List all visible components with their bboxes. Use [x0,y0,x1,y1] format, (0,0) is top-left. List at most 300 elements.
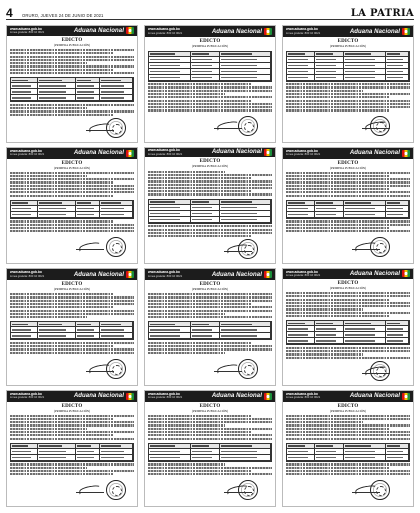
text-line [10,345,114,347]
band-url: www.aduana.gob.bo [286,27,318,32]
notice-table [148,199,272,224]
band-url: www.aduana.gob.bo [10,26,42,31]
text-line [148,93,225,95]
table-cell [100,95,133,101]
text-line [10,62,87,64]
table-cell [149,333,191,339]
notice-table [286,320,410,345]
band-brand: Aduana Nacional [349,270,400,277]
text-line [10,59,134,61]
notice-title: EDICTO [337,280,359,286]
text-line [148,103,272,105]
text-line [286,308,363,310]
text-line [286,353,363,355]
table-cell [149,455,191,461]
text-line [148,174,272,176]
text-line [10,56,134,58]
text-line [286,195,410,197]
table-cell [191,333,220,339]
notice-table [10,200,134,219]
text-line [286,347,410,349]
signature-icon [76,485,104,493]
text-line [10,467,87,469]
notice-subtitle: (PRIMERA PUBLICACIÓN) [191,44,229,48]
signature-block [148,479,272,503]
official-seal-icon [106,480,126,500]
text-line [148,225,272,227]
table-cell [315,455,343,461]
text-line [10,220,114,222]
text-line [286,103,410,105]
text-line [10,342,134,344]
table-cell [344,455,387,461]
text-line [10,428,87,430]
text-line [10,172,134,174]
signature-block [286,236,410,260]
signature-icon [76,242,104,250]
text-line [148,348,272,350]
text-line [10,188,134,190]
table-cell [220,75,271,81]
band-brand: Aduana Nacional [349,28,400,35]
notice-body-text [286,347,410,360]
band-hotline: Línea gratuita: 800 10 0021 [148,273,183,278]
band-url: www.aduana.gob.bo [148,270,180,275]
text-line [10,104,134,106]
band-hotline: Línea gratuita: 800 10 0021 [286,152,321,157]
edict-notice [6,147,138,265]
notice-body-text [286,220,410,233]
text-line [286,305,410,307]
text-line [148,83,252,85]
text-line [148,470,252,472]
band-url: www.aduana.gob.bo [10,148,42,153]
table-cell [11,95,38,101]
signature-icon [224,485,252,493]
band-url: www.aduana.gob.bo [148,148,180,153]
notice-body-text [286,83,410,113]
notice-table [10,443,134,462]
text-line [10,107,87,109]
notice-band [145,269,275,280]
text-line [286,188,390,190]
text-line [286,230,410,232]
text-line [148,296,272,298]
band-url: www.aduana.gob.bo [286,391,318,396]
table-cell [386,338,409,344]
table-cell [76,212,100,218]
signature-icon [352,242,380,250]
text-line [148,303,252,305]
notice-body-text [10,220,134,233]
text-line [10,300,134,302]
text-line [286,473,410,475]
band-hotline: Línea gratuita: 800 10 0021 [148,151,183,156]
edict-notice [144,25,276,143]
text-line [286,315,390,317]
table-cell [287,75,315,81]
text-line [286,96,390,98]
notice-body-text [148,171,272,197]
text-line [286,90,363,92]
text-line [286,86,410,88]
text-line [148,345,272,347]
table-cell [38,333,76,339]
dateline: ORURO, JUEVES 24 DE JUNIO DE 2021 [22,13,104,18]
notice-table [148,443,272,462]
notice-body-text [148,83,272,113]
notices-grid [6,25,414,507]
text-line [286,181,410,183]
text-line [148,86,272,88]
text-line [10,175,87,177]
text-line [10,191,134,193]
table-cell [38,95,76,101]
text-line [148,352,225,354]
table-cell [11,212,38,218]
notice-band [145,148,275,158]
text-line [286,438,410,440]
band-hotline: Línea gratuita: 800 10 0021 [148,395,183,400]
notice-table [286,443,410,462]
band-url: www.aduana.gob.bo [148,27,180,32]
band-brand: Aduana Nacional [73,150,124,156]
text-line [286,421,363,423]
table-cell [315,338,343,344]
notice-title: EDICTO [61,282,83,287]
band-brand: Aduana Nacional [211,149,262,156]
text-line [286,302,410,304]
text-line [286,424,410,426]
text-line [10,178,134,180]
signature-block [148,238,272,260]
notice-subtitle: (PRIMERA PUBLICACIÓN) [329,44,367,48]
text-line [10,316,87,318]
signature-block [10,236,134,260]
notice-body-text [10,49,134,75]
notice-body-text [148,225,272,238]
band-brand: Aduana Nacional [211,28,262,35]
text-line [148,463,225,465]
notice-title: EDICTO [337,160,359,166]
text-line [286,312,410,314]
text-line [10,306,114,308]
text-line [148,293,272,295]
edict-notice [144,268,276,386]
text-line [148,100,252,102]
newspaper-name: LA PATRIA [350,8,414,19]
text-line [286,191,410,193]
text-line [286,350,410,352]
notice-band [283,391,413,402]
customs-emblem-icon [402,393,410,400]
customs-emblem-icon [126,150,134,157]
notice-subtitle: (PRIMERA PUBLICACIÓN) [191,164,229,169]
band-brand: Aduana Nacional [349,150,400,156]
table-cell [386,75,409,81]
band-hotline: Línea gratuita: 800 10 0021 [148,30,183,35]
notice-subtitle: (PRIMERA PUBLICACIÓN) [329,165,367,170]
text-line [148,171,225,173]
text-line [10,195,114,197]
page-number: 4 [6,6,13,20]
text-line [286,106,410,108]
text-line [148,418,272,420]
text-line [148,424,225,426]
text-line [286,463,410,465]
notice-title: EDICTO [337,39,359,44]
band-hotline: Línea gratuita: 800 10 0021 [286,30,321,35]
text-line [10,421,134,423]
text-line [148,190,252,192]
notice-band [145,391,275,402]
notice-subtitle: (PRIMERA PUBLICACIÓN) [53,165,91,170]
edict-notice [6,25,138,143]
text-line [286,224,410,226]
text-line [10,352,134,354]
signature-block [10,479,134,503]
text-line [148,300,272,302]
text-line [148,313,225,315]
band-url: www.aduana.gob.bo [148,391,180,396]
band-brand: Aduana Nacional [73,393,124,399]
table-cell [191,455,220,461]
band-brand: Aduana Nacional [211,393,262,399]
edict-notice [282,147,414,265]
band-hotline: Línea gratuita: 800 10 0021 [10,30,45,35]
notice-title: EDICTO [61,160,83,166]
customs-emblem-icon [264,149,272,156]
text-line [10,224,134,226]
table-cell [191,217,220,223]
text-line [286,292,410,294]
text-line [148,193,272,195]
table-cell [315,75,343,81]
text-line [10,348,134,350]
notice-table [148,51,272,82]
text-line [10,431,134,433]
band-hotline: Línea gratuita: 800 10 0021 [10,395,45,400]
notice-band [145,26,275,37]
band-url: www.aduana.gob.bo [286,269,318,274]
notice-body-text [286,415,410,441]
table-cell [11,333,38,339]
signature-icon [362,366,390,374]
notice-band [283,148,413,159]
customs-emblem-icon [264,393,272,400]
text-line [10,181,114,183]
text-line [148,431,252,433]
text-line [286,467,390,469]
table-cell [149,217,191,223]
customs-emblem-icon [264,28,272,35]
text-line [148,415,252,417]
table-cell [149,75,191,81]
table-cell [386,212,409,218]
text-line [286,227,390,229]
text-line [286,100,410,102]
band-brand: Aduana Nacional [211,271,262,278]
table-cell [220,217,271,223]
text-line [148,232,272,234]
customs-emblem-icon [264,271,272,278]
text-line [10,110,134,112]
text-line [10,52,114,54]
notice-table [286,200,410,219]
signature-icon [214,121,242,129]
notice-body-text [148,293,272,319]
text-line [10,230,134,232]
text-line [148,109,272,111]
notice-band [283,269,413,279]
text-line [286,415,410,417]
text-line [148,180,272,182]
text-line [10,313,134,315]
customs-emblem-icon [402,270,410,277]
notice-title: EDICTO [199,282,221,287]
edict-notice [6,268,138,386]
signature-block [286,115,410,139]
table-cell [191,75,220,81]
text-line [10,438,134,440]
notice-table [10,77,134,102]
text-line [10,296,134,298]
notice-body-text [10,415,134,441]
edict-notice [282,25,414,143]
notice-body-text [148,463,272,476]
text-line [286,83,410,85]
masthead [6,6,414,20]
notice-subtitle: (PRIMERA PUBLICACIÓN) [329,408,367,413]
customs-emblem-icon [126,271,134,278]
notice-subtitle: (PRIMERA PUBLICACIÓN) [191,287,229,291]
table-cell [100,212,133,218]
band-url: www.aduana.gob.bo [10,391,42,396]
band-url: www.aduana.gob.bo [286,148,318,153]
table-cell [287,338,315,344]
text-line [148,342,252,344]
notice-table [10,321,134,340]
notice-body-text [148,415,272,441]
notice-body-text [286,292,410,318]
notice-band [7,26,137,36]
band-hotline: Línea gratuita: 800 10 0021 [286,273,321,278]
signature-icon [86,364,114,372]
table-cell [220,455,271,461]
signature-block [148,115,272,139]
text-line [10,424,134,426]
text-line [148,229,272,231]
notice-band [283,26,413,37]
notice-subtitle: (PRIMERA PUBLICACIÓN) [53,408,91,413]
table-cell [220,333,271,339]
text-line [10,415,134,417]
notice-title: EDICTO [61,403,83,409]
notice-body-text [10,342,134,355]
text-line [286,357,410,359]
customs-emblem-icon [402,28,410,35]
text-line [10,434,114,436]
table-cell [386,455,409,461]
table-cell [76,455,100,461]
notice-band [7,269,137,280]
text-line [148,467,272,469]
notice-table [148,321,272,340]
text-line [148,306,272,308]
signature-block [10,358,134,382]
text-line [10,114,114,116]
table-cell [100,333,133,339]
text-line [10,293,114,295]
band-brand: Aduana Nacional [73,271,124,278]
official-seal-icon [106,237,126,257]
signature-icon [362,121,390,129]
table-cell [344,75,387,81]
table-cell [38,212,76,218]
text-line [286,220,410,222]
notice-body-text [10,104,134,117]
signature-block [286,479,410,503]
text-line [286,185,410,187]
text-line [10,470,134,472]
table-cell [315,212,343,218]
text-line [286,418,410,420]
edict-notice [144,390,276,508]
table-cell [100,455,133,461]
notice-subtitle: (PRIMERA PUBLICACIÓN) [53,42,91,47]
notice-title: EDICTO [199,403,221,409]
text-line [286,295,410,297]
signature-block [10,117,134,139]
edict-notice [282,268,414,386]
notice-subtitle: (PRIMERA PUBLICACIÓN) [329,285,367,290]
text-line [10,418,114,420]
band-hotline: Línea gratuita: 800 10 0021 [286,395,321,400]
text-line [286,431,410,433]
text-line [10,185,134,187]
table-cell [76,95,100,101]
text-line [148,434,272,436]
text-line [148,316,272,318]
text-line [286,470,410,472]
table-cell [344,338,387,344]
text-line [148,106,272,108]
text-line [10,227,134,229]
text-line [10,49,134,51]
text-line [10,473,114,475]
notice-body-text [10,172,134,198]
text-line [286,109,390,111]
edict-notice [6,390,138,508]
text-line [286,434,410,436]
text-line [286,428,390,430]
customs-emblem-icon [126,27,134,34]
table-cell [344,212,387,218]
notice-title: EDICTO [337,403,359,409]
text-line [10,310,134,312]
band-hotline: Línea gratuita: 800 10 0021 [10,152,45,157]
signature-icon [214,364,242,372]
text-line [10,72,134,74]
notice-title: EDICTO [61,37,83,43]
band-brand: Aduana Nacional [73,27,124,34]
text-line [286,93,410,95]
signature-block [148,358,272,382]
notice-body-text [10,293,134,319]
signature-icon [86,123,114,131]
notice-body-text [148,342,272,355]
edict-notice [282,390,414,508]
